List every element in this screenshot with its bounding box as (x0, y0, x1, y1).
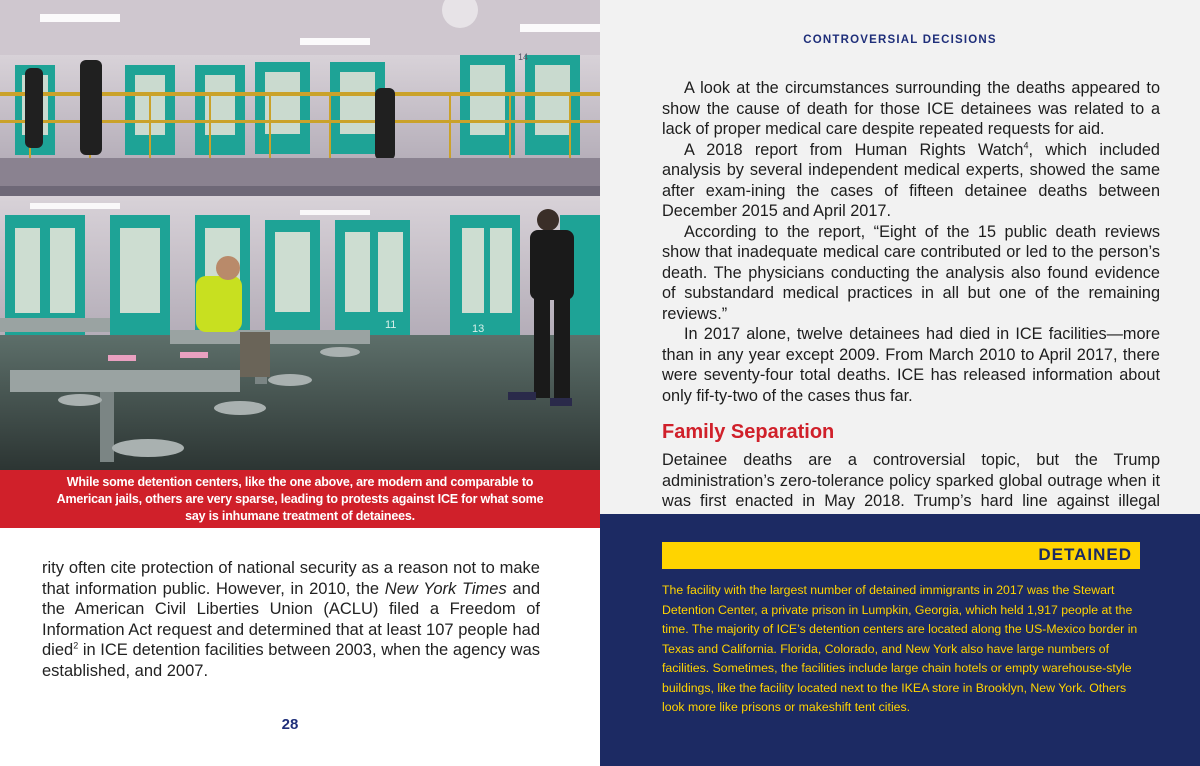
door-number-11: 11 (385, 319, 397, 331)
footnote-marker-2: 2 (73, 640, 79, 651)
sidebar-text: The facility with the largest number of detained immigrants in 2017 was the Stewart Detention Center, a private prison in Lumpkin, Georgia, which held 1,917 people at the time. The majority of ICE’s detention centers are located along the US-Mexico border in Texas and California. Florida, Colorado, and New York also have large numbers of facilities. Sometimes, the facilities include large chain hotels or empty warehouse-style buildings, like the facility located next to the IKEA store in Brooklyn, New York. Others look more like prisons or makeshift tent cities. (662, 583, 1138, 714)
right-body-text (662, 78, 1160, 532)
detention-center-photo (0, 0, 600, 470)
detention-center-illustration (0, 0, 600, 470)
left-text-end: in ICE detention facilities between 2003, when the agency was established, and 2007. (42, 641, 540, 680)
left-body-text (42, 558, 540, 681)
left-text-start: rity often cite protection of national security as a reason not to make that information public. However, in 2010, the (42, 559, 540, 598)
right-page (600, 0, 1200, 766)
section-heading: Family Separation (662, 421, 835, 443)
paragraph-1: A look at the circumstances surrounding the deaths appeared to show the cause of death for those ICE detainees was related to a lack of proper medical care despite repeated requests for aid. (662, 79, 1160, 138)
door-number-13: 13 (472, 323, 485, 335)
sidebar-title: DETAINED (1038, 545, 1132, 564)
paragraph-3: According to the report, “Eight of the 15 public death reviews show that inadequate medical care contributed or led to the person’s death. The physicians conducting the analysis also found evidence of substandard medical practices in all but one of the remaining reviews.” (662, 222, 1160, 323)
paragraph-5: Detainee deaths are a controversial topic, but the Trump administration’s zero-tolerance policy sparked global outrage when it was first enacted in May 2018. Trump’s hard line against illegal (662, 451, 1160, 510)
paragraph-2-end: , which included analysis by several independent medical experts, showed the same after exam-ining the cases of fifteen detainee deaths between December 2015 and April 2017. (662, 140, 1160, 220)
detained-sidebar (600, 514, 1200, 766)
publication-title: New York Times (384, 579, 507, 598)
page-number: 28 (281, 716, 299, 733)
running-head: CONTROVERSIAL DECISIONS (803, 34, 997, 46)
sidebar-title-bar (662, 542, 1140, 569)
paragraph-2-start: A 2018 report from Human Rights Watch (684, 140, 1024, 159)
left-paragraph (42, 558, 540, 681)
paragraph-2 (662, 140, 1160, 222)
photo-caption (0, 470, 600, 528)
paragraph-4: In 2017 alone, twelve detainees had died in ICE facilities—more than in any year except 2009. From March 2010 to April 2017, there were seventy-four total deaths. ICE has released information about only fif-ty-two of the cases thus far. (662, 325, 1160, 405)
door-number-14: 14 (518, 52, 529, 62)
footnote-marker-4: 4 (1023, 140, 1029, 151)
caption-text: While some detention centers, like the one above, are modern and comparable to American jails, others are very sparse, leading to protests against ICE for what some say is inhumane treatment of detainees. (56, 474, 544, 523)
left-text-middle: and the American Civil Liberties Union (ACLU) filed a Freedom of Information Act request and determined that at least 107 people had died (42, 579, 540, 659)
